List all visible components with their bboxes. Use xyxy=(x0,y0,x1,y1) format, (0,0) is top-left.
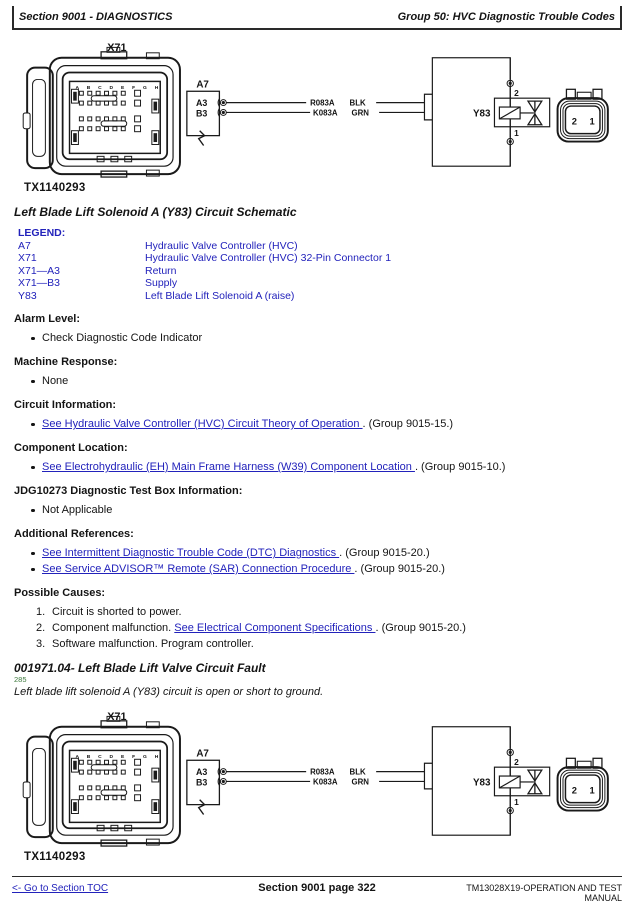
dtc-ref-number: 285 xyxy=(14,675,27,684)
circuit-schematic-svg xyxy=(10,40,624,180)
circuit-schematic-bottom xyxy=(0,709,634,864)
plug-pin2-label: 2 xyxy=(571,785,577,796)
item-suffix: . (Group 9015-20.) xyxy=(375,622,466,634)
page-header xyxy=(12,6,622,30)
circuit-schematic-top xyxy=(0,40,634,195)
item-text: None xyxy=(42,375,69,387)
circuit-theory-link[interactable]: See Hydraulic Valve Controller (HVC) Circuit Theory of Operation xyxy=(42,418,363,430)
wire-top-color-label: BLK xyxy=(349,98,366,108)
wire-bottom-color-label: GRN xyxy=(351,108,370,118)
item-text: Check Diagnostic Code Indicator xyxy=(42,332,203,344)
legend-term: Y83 xyxy=(18,289,37,302)
legend-row xyxy=(18,252,634,265)
pin-letter-row: A B C D E F G H xyxy=(75,85,159,91)
legend-desc: Return xyxy=(145,264,177,277)
legend-row xyxy=(18,265,634,278)
section-heading-circuit-information: Circuit Information: xyxy=(14,399,117,411)
connector-x71-label: X71 xyxy=(107,41,127,54)
legend-desc: Hydraulic Valve Controller (HVC) xyxy=(145,239,298,252)
dtc-description: Left blade lift solenoid A (Y83) circuit is open or short to ground. xyxy=(14,686,324,698)
list-item xyxy=(31,503,602,517)
figure-id: TX1140293 xyxy=(24,182,86,194)
item-number: 3. xyxy=(36,638,46,650)
item-suffix: . (Group 9015-10.) xyxy=(414,461,506,473)
connector-x71-drawing xyxy=(23,716,180,846)
item-suffix: . (Group 9015-20.) xyxy=(339,547,430,559)
header-section-label: Section 9001 - DIAGNOSTICS xyxy=(19,11,173,23)
wire-top-color-label: BLK xyxy=(349,767,366,777)
item-text-pre: Component malfunction. xyxy=(52,622,175,634)
circuit-schematic-svg xyxy=(10,709,624,849)
list-item xyxy=(31,546,602,560)
plug-pin1-label: 1 xyxy=(589,785,595,796)
footer-divider xyxy=(12,876,622,877)
plug-pin1-label: 1 xyxy=(589,116,595,127)
solenoid-pin1-label: 1 xyxy=(514,128,519,139)
intermittent-dtc-link[interactable]: See Intermittent Diagnostic Trouble Code (DTC) Diagnostics xyxy=(42,547,340,559)
list-item xyxy=(36,637,596,651)
controller-a7-label: A7 xyxy=(196,748,209,760)
item-text xyxy=(52,621,466,635)
item-text xyxy=(52,605,182,619)
solenoid-pin2-label: 2 xyxy=(514,757,519,768)
legend-heading: LEGEND: xyxy=(18,227,66,239)
item-suffix: . (Group 9015-15.) xyxy=(362,418,454,430)
wire-bottom-color-label: GRN xyxy=(351,777,370,787)
list-item xyxy=(31,417,602,431)
item-number: 2. xyxy=(36,622,46,634)
item-number: 1. xyxy=(36,606,46,618)
solenoid-pin2-label: 2 xyxy=(514,88,519,99)
item-text xyxy=(52,637,254,651)
connector-x71-label: X71 xyxy=(107,710,127,723)
electrical-specs-link[interactable]: See Electrical Component Specifications xyxy=(174,622,376,634)
page-footer xyxy=(12,882,622,903)
legend-row xyxy=(18,290,634,303)
list-item xyxy=(31,374,602,388)
legend-row xyxy=(18,240,634,253)
section-heading-alarm-level: Alarm Level: xyxy=(14,313,81,325)
section-heading-possible-causes: Possible Causes: xyxy=(14,587,106,599)
legend-term: X71—B3 xyxy=(18,277,61,289)
item-text-pre: Circuit is shorted to power. xyxy=(52,606,182,618)
list-item xyxy=(36,605,596,619)
component-location-link[interactable]: See Electrohydraulic (EH) Main Frame Harness (W39) Component Location xyxy=(42,461,415,473)
list-item xyxy=(31,562,602,576)
wire-top-id-label: R083A xyxy=(310,98,335,108)
solenoid-pin1-label: 1 xyxy=(514,797,519,808)
figure-id: TX1140293 xyxy=(24,851,86,863)
wire-top-id-label: R083A xyxy=(310,767,335,777)
legend-term: A7 xyxy=(18,239,31,252)
connector-x71-drawing xyxy=(23,47,180,177)
plug-2pin-drawing xyxy=(558,89,608,141)
pin-b3-label: B3 xyxy=(195,108,208,119)
pin-a3-label: A3 xyxy=(195,98,208,109)
solenoid-y83-label: Y83 xyxy=(473,777,491,789)
pin-letter-row: A B C D E F G H xyxy=(75,754,159,760)
legend-row xyxy=(18,277,634,290)
list-item xyxy=(31,331,602,345)
list-item xyxy=(36,621,596,635)
controller-a7-label: A7 xyxy=(196,79,209,91)
list-item xyxy=(31,460,602,474)
legend-term: X71—A3 xyxy=(18,264,61,277)
pin-a3-label: A3 xyxy=(195,767,208,778)
wire-bottom-id-label: K083A xyxy=(313,108,338,118)
footer-page-label: Section 9001 page 322 xyxy=(258,882,376,894)
footer-manual-label: TM13028X19-OPERATION AND TEST MANUAL xyxy=(466,883,622,903)
section-heading-additional-references: Additional References: xyxy=(14,528,134,540)
item-text-pre: Software malfunction. Program controller. xyxy=(52,638,254,650)
item-suffix: . (Group 9015-20.) xyxy=(354,563,445,575)
sar-connection-link[interactable]: See Service ADVISOR™ Remote (SAR) Connection Procedure xyxy=(42,563,355,575)
solenoid-y83-label: Y83 xyxy=(473,108,491,120)
legend-desc: Left Blade Lift Solenoid A (raise) xyxy=(145,289,295,302)
wire-bottom-id-label: K083A xyxy=(313,777,338,787)
section-heading-component-location: Component Location: xyxy=(14,442,128,454)
plug-pin2-label: 2 xyxy=(571,116,577,127)
section-heading-machine-response: Machine Response: xyxy=(14,356,118,368)
legend-desc: Hydraulic Valve Controller (HVC) 32-Pin Connector 1 xyxy=(145,252,392,264)
schematic-title: Left Blade Lift Solenoid A (Y83) Circuit Schematic xyxy=(14,205,297,219)
item-text: Not Applicable xyxy=(42,504,113,516)
plug-2pin-drawing xyxy=(558,758,608,810)
header-group-label: Group 50: HVC Diagnostic Trouble Codes xyxy=(397,11,615,23)
dtc-code-title: 001971.04- Left Blade Lift Valve Circuit Fault xyxy=(14,661,266,675)
section-heading-test-box-information: JDG10273 Diagnostic Test Box Information: xyxy=(14,485,243,497)
pin-b3-label: B3 xyxy=(195,777,208,788)
legend-desc: Supply xyxy=(145,277,178,289)
go-to-section-toc-link[interactable]: <- Go to Section TOC xyxy=(12,883,109,894)
legend-term: X71 xyxy=(18,252,37,264)
legend-block xyxy=(18,227,634,302)
